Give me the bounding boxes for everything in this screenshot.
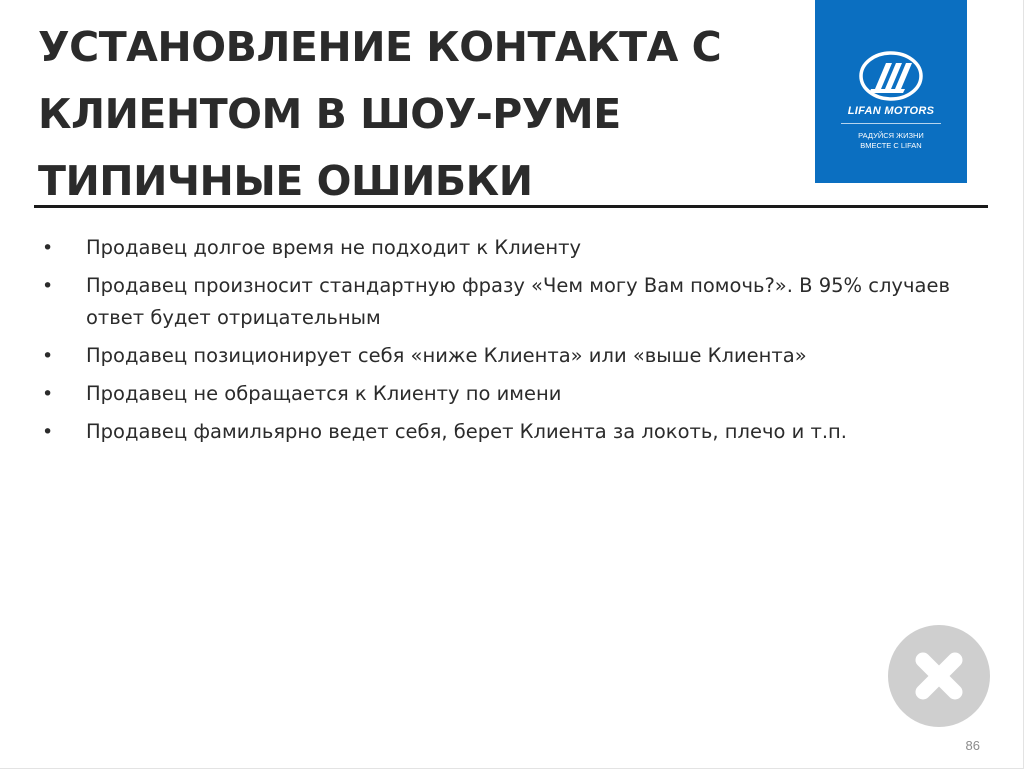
logo-brand-text: LIFAN MOTORS xyxy=(847,105,935,117)
bullet-marker: • xyxy=(42,383,54,405)
list-item xyxy=(42,340,982,372)
slide-title xyxy=(38,14,798,215)
bullet-text: Продавец долгое время не подходит к Клиенту xyxy=(86,236,582,259)
close-button[interactable] xyxy=(888,625,990,727)
page-number: 86 xyxy=(965,738,980,753)
bullet-marker: • xyxy=(42,275,54,297)
bullet-text: Продавец фамильярно ведет себя, берет Клиента за локоть, плечо и т.п. xyxy=(86,420,848,443)
bullet-list xyxy=(42,232,982,454)
list-item xyxy=(42,378,982,410)
lifan-motors-logo xyxy=(815,0,967,183)
title-line-2: КЛИЕНТОМ В ШОУ-РУМЕ xyxy=(38,90,621,138)
title-divider xyxy=(34,205,988,208)
title-line-3: ТИПИЧНЫЕ ОШИБКИ xyxy=(38,157,533,205)
bullet-marker: • xyxy=(42,421,54,443)
lifan-emblem-icon xyxy=(815,0,967,110)
title-line-1: УСТАНОВЛЕНИЕ КОНТАКТА С xyxy=(38,23,722,71)
bullet-text: Продавец не обращается к Клиенту по имени xyxy=(86,382,562,405)
bullet-marker: • xyxy=(42,345,54,367)
bullet-text: Продавец позиционирует себя «ниже Клиента» или «выше Клиента» xyxy=(86,344,807,367)
list-item xyxy=(42,270,982,334)
logo-slogan-line-2: ВМЕСТЕ С LIFAN xyxy=(860,141,922,150)
list-item xyxy=(42,232,982,264)
logo-slogan xyxy=(815,131,967,151)
list-item xyxy=(42,416,982,448)
bullet-marker: • xyxy=(42,237,54,259)
bullet-text: Продавец произносит стандартную фразу «Чем могу Вам помочь?». В 95% случаев ответ будет отрицательным xyxy=(86,274,950,329)
logo-slogan-line-1: РАДУЙСЯ ЖИЗНИ xyxy=(858,131,924,140)
logo-divider xyxy=(841,123,941,124)
close-icon xyxy=(888,625,990,727)
